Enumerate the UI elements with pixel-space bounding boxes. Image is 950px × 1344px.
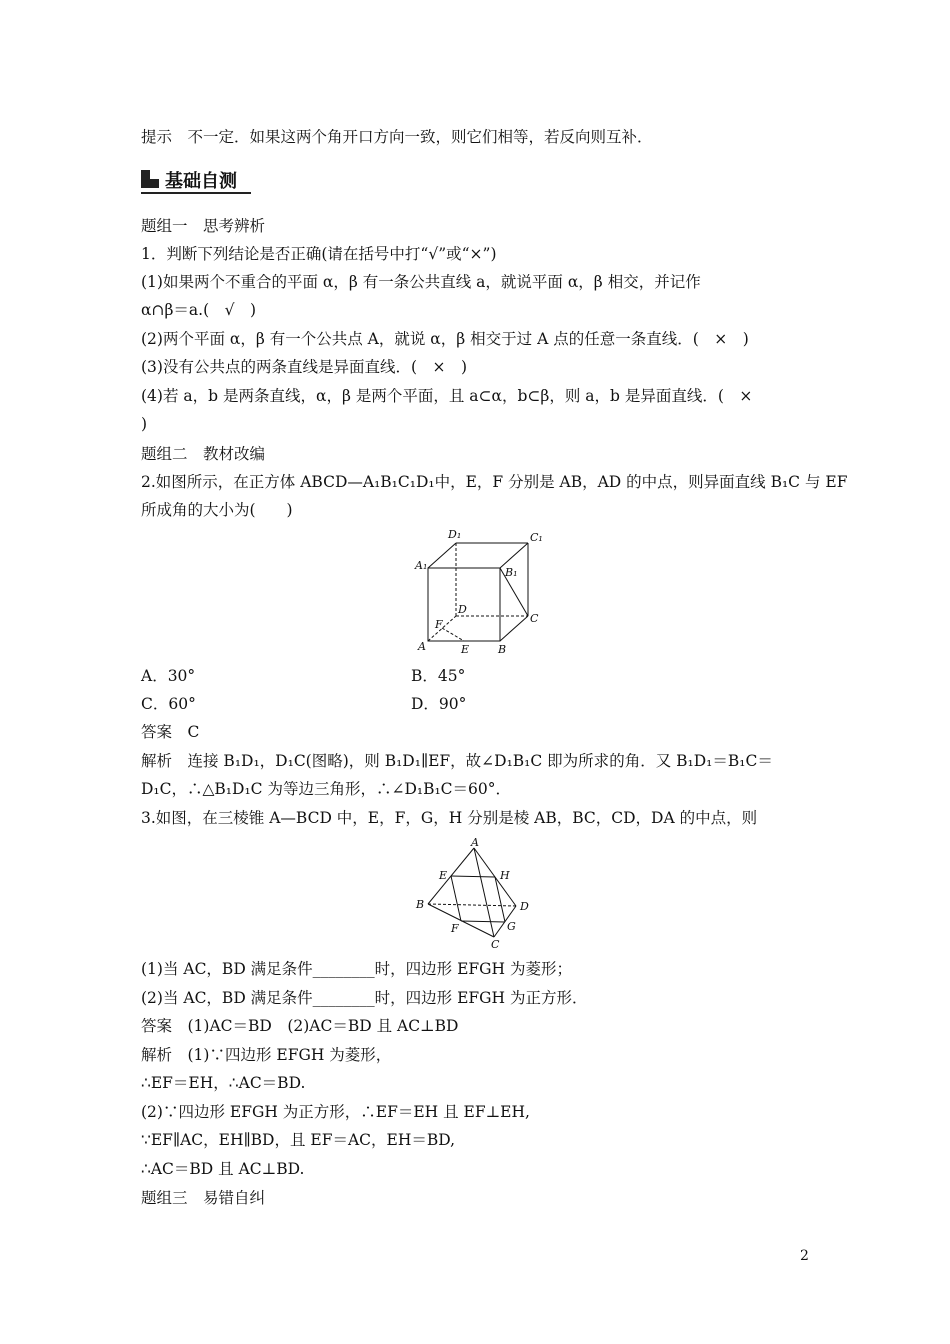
cube-label-c1: C₁	[530, 531, 543, 544]
q3-answer: 答案 (1)AC＝BD (2)AC＝BD 且 AC⊥BD	[141, 1017, 459, 1035]
cube-label-a1: A₁	[415, 559, 428, 572]
q2-stem-cont: 所成角的大小为( )	[141, 501, 293, 519]
q2-option-a: A．30°	[141, 667, 196, 685]
q1-statement-4-cont: )	[141, 415, 148, 433]
q2-option-b: B．45°	[411, 667, 466, 685]
group2-title: 题组二 教材改编	[141, 445, 266, 463]
cube-figure	[408, 527, 558, 657]
q2-solution-cont: D₁C，∴△B₁D₁C 为等边三角形，∴∠D₁B₁C＝60°．	[141, 780, 512, 798]
q1-statement-1: (1)如果两个不重合的平面 α，β 有一条公共直线 a，就说平面 α，β 相交，并记作	[141, 273, 701, 291]
q3-solution-2: ∴EF＝EH，∴AC＝BD.	[141, 1074, 306, 1092]
tetra-label-e: E	[439, 869, 448, 882]
q3-solution-1: 解析 (1)∵四边形 EFGH 为菱形，	[141, 1046, 392, 1064]
cube-label-b1: B₁	[505, 566, 518, 579]
q3-stem: 3.如图，在三棱锥 A—BCD 中，E，F，G，H 分别是棱 AB，BC，CD，DA 的中点，则	[141, 809, 758, 827]
tetra-label-c: C	[491, 938, 500, 950]
page-number: 2	[800, 1248, 809, 1264]
q1-statement-3: (3)没有公共点的两条直线是异面直线．( × )	[141, 358, 468, 376]
tetra-label-f: F	[451, 922, 459, 935]
q1-statement-1-cont: α∩β＝a.( √ )	[141, 301, 257, 319]
tetra-label-a: A	[471, 838, 479, 849]
cube-label-c: C	[530, 612, 539, 625]
q2-answer: 答案 C	[141, 723, 200, 741]
tetrahedron-figure	[408, 838, 538, 950]
cube-label-a: A	[418, 640, 426, 653]
q3-part-1: (1)当 AC，BD 满足条件________时，四边形 EFGH 为菱形；	[141, 960, 573, 978]
q3-part-2: (2)当 AC，BD 满足条件________时，四边形 EFGH 为正方形．	[141, 989, 588, 1007]
q2-option-c: C．60°	[141, 695, 196, 713]
tetra-label-d: D	[520, 900, 529, 913]
q3-solution-4: ∵EF∥AC，EH∥BD，且 EF＝AC，EH＝BD,	[141, 1131, 456, 1149]
q2-stem: 2.如图所示，在正方体 ABCD—A₁B₁C₁D₁中，E，F 分别是 AB，AD 的中点，则异面直线 B₁C 与 EF	[141, 473, 848, 491]
group3-title: 题组三 易错自纠	[141, 1189, 266, 1207]
q2-option-d: D．90°	[411, 695, 467, 713]
q1-statement-4: (4)若 a，b 是两条直线，α，β 是两个平面，且 a⊂α，b⊂β，则 a，b 是异面直线．( ×	[141, 387, 753, 405]
section-title: 基础自测	[165, 171, 237, 192]
tetra-label-b: B	[416, 898, 425, 911]
cube-label-d1: D₁	[448, 528, 462, 541]
tetra-label-g: G	[507, 920, 516, 933]
tetra-label-h: H	[500, 869, 510, 882]
q1-stem: 1．判断下列结论是否正确(请在括号中打“√”或“×”)	[141, 245, 497, 263]
q1-statement-2: (2)两个平面 α，β 有一个公共点 A，就说 α，β 相交于过 A 点的任意一条直线．( × )	[141, 330, 749, 348]
cube-label-f: F	[435, 618, 443, 631]
cube-label-e: E	[461, 643, 470, 656]
q3-solution-5: ∴AC＝BD 且 AC⊥BD.	[141, 1160, 305, 1178]
q2-solution: 解析 连接 B₁D₁，D₁C(图略)，则 B₁D₁∥EF，故∠D₁B₁C 即为所求的角．又 B₁D₁＝B₁C＝	[141, 752, 773, 770]
hint-text: 提示 不一定．如果这两个角开口方向一致，则它们相等，若反向则互补．	[141, 128, 653, 146]
q3-solution-3: (2)∵四边形 EFGH 为正方形，∴EF＝EH 且 EF⊥EH,	[141, 1103, 530, 1121]
section-header	[141, 166, 251, 194]
cube-label-b: B	[498, 643, 507, 656]
cube-label-d: D	[458, 603, 467, 616]
group1-title: 题组一 思考辨析	[141, 217, 266, 235]
